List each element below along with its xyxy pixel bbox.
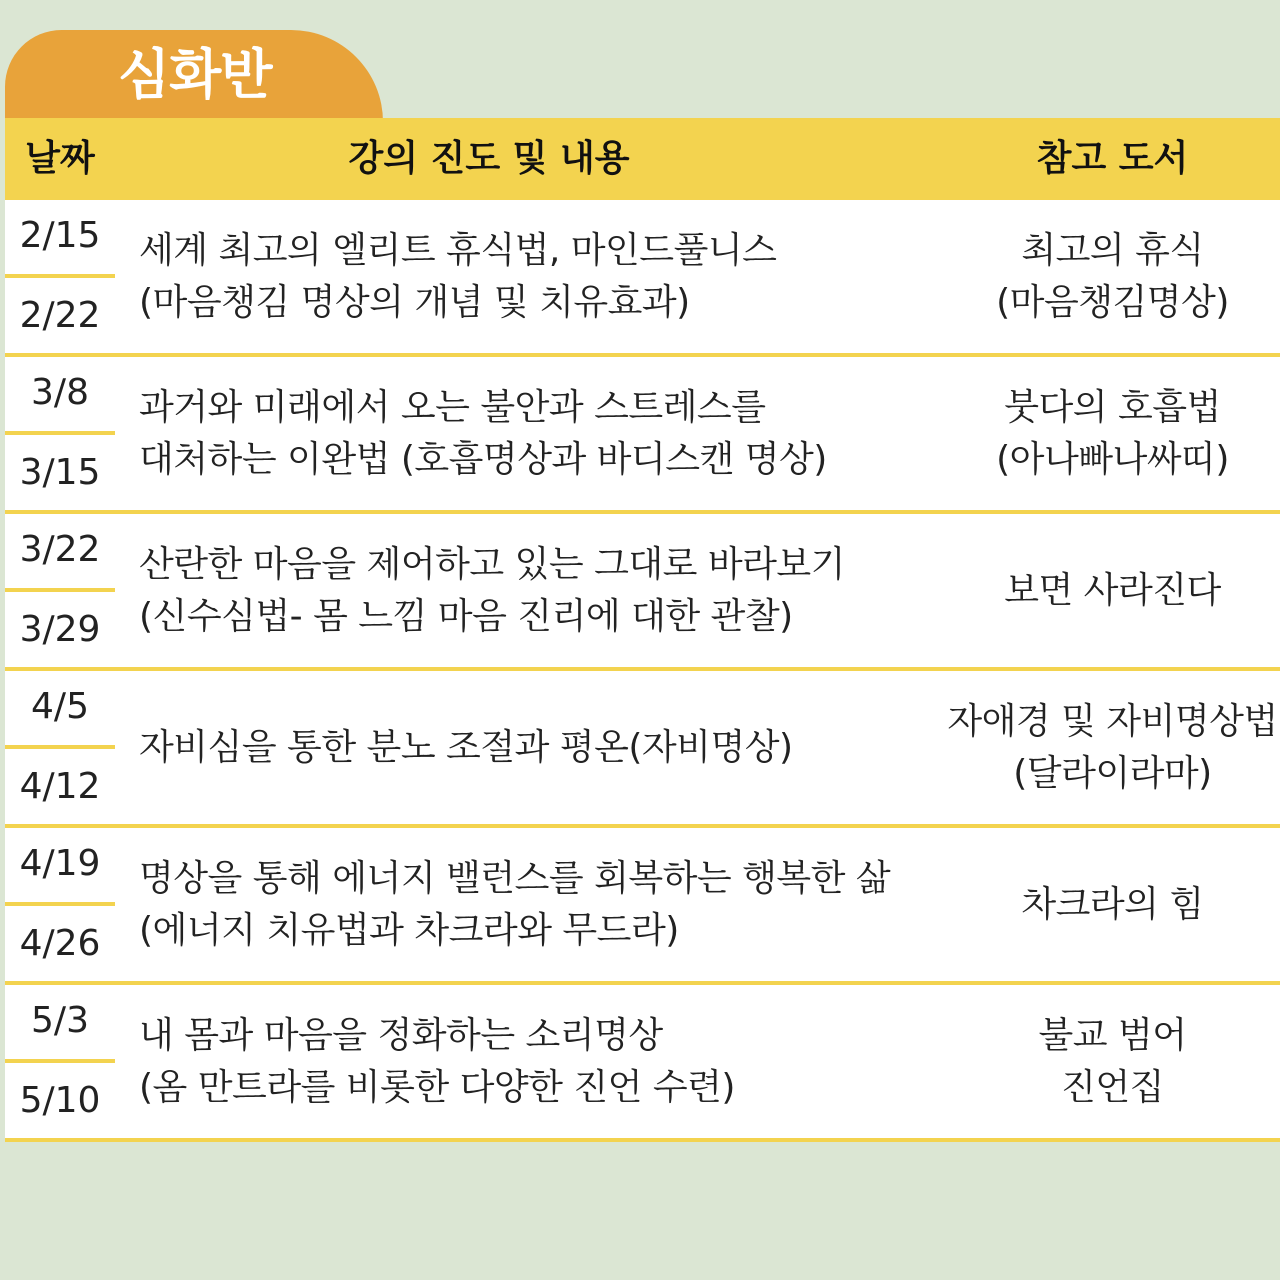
table-row bbox=[5, 671, 1280, 828]
book-line: 자애경 및 자비명상법 bbox=[947, 700, 1278, 742]
date-end: 4/12 bbox=[19, 766, 101, 807]
book-line: (아나빠나싸띠) bbox=[996, 438, 1229, 480]
book-line: 진언집 bbox=[1061, 1066, 1164, 1108]
date-start: 3/22 bbox=[5, 514, 115, 592]
lecture-content bbox=[139, 671, 939, 824]
table-row bbox=[5, 357, 1280, 514]
date-end: 3/15 bbox=[19, 452, 101, 493]
content-line: (마음챙김 명상의 개념 및 치유효과) bbox=[139, 281, 690, 323]
lecture-content bbox=[139, 985, 939, 1138]
table-row bbox=[5, 200, 1280, 357]
reference-book bbox=[945, 985, 1280, 1138]
lecture-content bbox=[139, 357, 939, 510]
table-body bbox=[5, 200, 1280, 1142]
course-tab-label: 심화반 bbox=[118, 43, 272, 106]
date-end: 3/29 bbox=[19, 609, 101, 650]
book-line: 붓다의 호흡법 bbox=[1004, 386, 1221, 428]
content-line: 자비심을 통한 분노 조절과 평온(자비명상) bbox=[139, 726, 793, 768]
reference-book bbox=[945, 671, 1280, 824]
date-end: 5/10 bbox=[19, 1080, 101, 1121]
content-line: 대처하는 이완법 (호흡명상과 바디스캔 명상) bbox=[139, 438, 827, 480]
date-start: 3/8 bbox=[5, 357, 115, 435]
lecture-content bbox=[139, 514, 939, 667]
header-date: 날짜 bbox=[25, 138, 95, 179]
lecture-content bbox=[139, 828, 939, 981]
reference-book bbox=[945, 200, 1280, 353]
table-row bbox=[5, 514, 1280, 671]
date-end: 2/22 bbox=[19, 295, 101, 336]
schedule-table bbox=[5, 118, 1280, 1140]
content-line: 세계 최고의 엘리트 휴식법, 마인드풀니스 bbox=[139, 229, 777, 271]
table-row bbox=[5, 985, 1280, 1142]
book-line: 최고의 휴식 bbox=[1021, 229, 1204, 271]
book-line: 보면 사라진다 bbox=[1004, 569, 1221, 611]
content-line: (신수심법- 몸 느낌 마음 진리에 대한 관찰) bbox=[139, 595, 793, 637]
book-line: 불교 범어 bbox=[1038, 1014, 1187, 1056]
content-line: 산란한 마음을 제어하고 있는 그대로 바라보기 bbox=[139, 543, 845, 585]
date-start: 4/19 bbox=[5, 828, 115, 906]
table-header bbox=[5, 118, 1280, 200]
reference-book bbox=[945, 828, 1280, 981]
table-row bbox=[5, 828, 1280, 985]
content-line: (에너지 치유법과 차크라와 무드라) bbox=[139, 909, 679, 951]
reference-book bbox=[945, 357, 1280, 510]
date-end: 4/26 bbox=[19, 923, 101, 964]
content-line: 명상을 통해 에너지 밸런스를 회복하는 행복한 삶 bbox=[139, 857, 891, 899]
lecture-content bbox=[139, 200, 939, 353]
book-line: 차크라의 힘 bbox=[1021, 883, 1204, 925]
content-line: 과거와 미래에서 오는 불안과 스트레스를 bbox=[139, 386, 766, 428]
content-line: 내 몸과 마음을 정화하는 소리명상 bbox=[139, 1014, 663, 1056]
book-line: (달라이라마) bbox=[1013, 752, 1212, 794]
header-books: 참고 도서 bbox=[1036, 138, 1189, 179]
date-start: 5/3 bbox=[5, 985, 115, 1063]
date-start: 4/5 bbox=[5, 671, 115, 749]
book-line: (마음챙김명상) bbox=[996, 281, 1229, 323]
date-start: 2/15 bbox=[5, 200, 115, 278]
reference-book bbox=[945, 514, 1280, 667]
header-content: 강의 진도 및 내용 bbox=[348, 138, 630, 179]
content-line: (옴 만트라를 비롯한 다양한 진언 수련) bbox=[139, 1066, 735, 1108]
